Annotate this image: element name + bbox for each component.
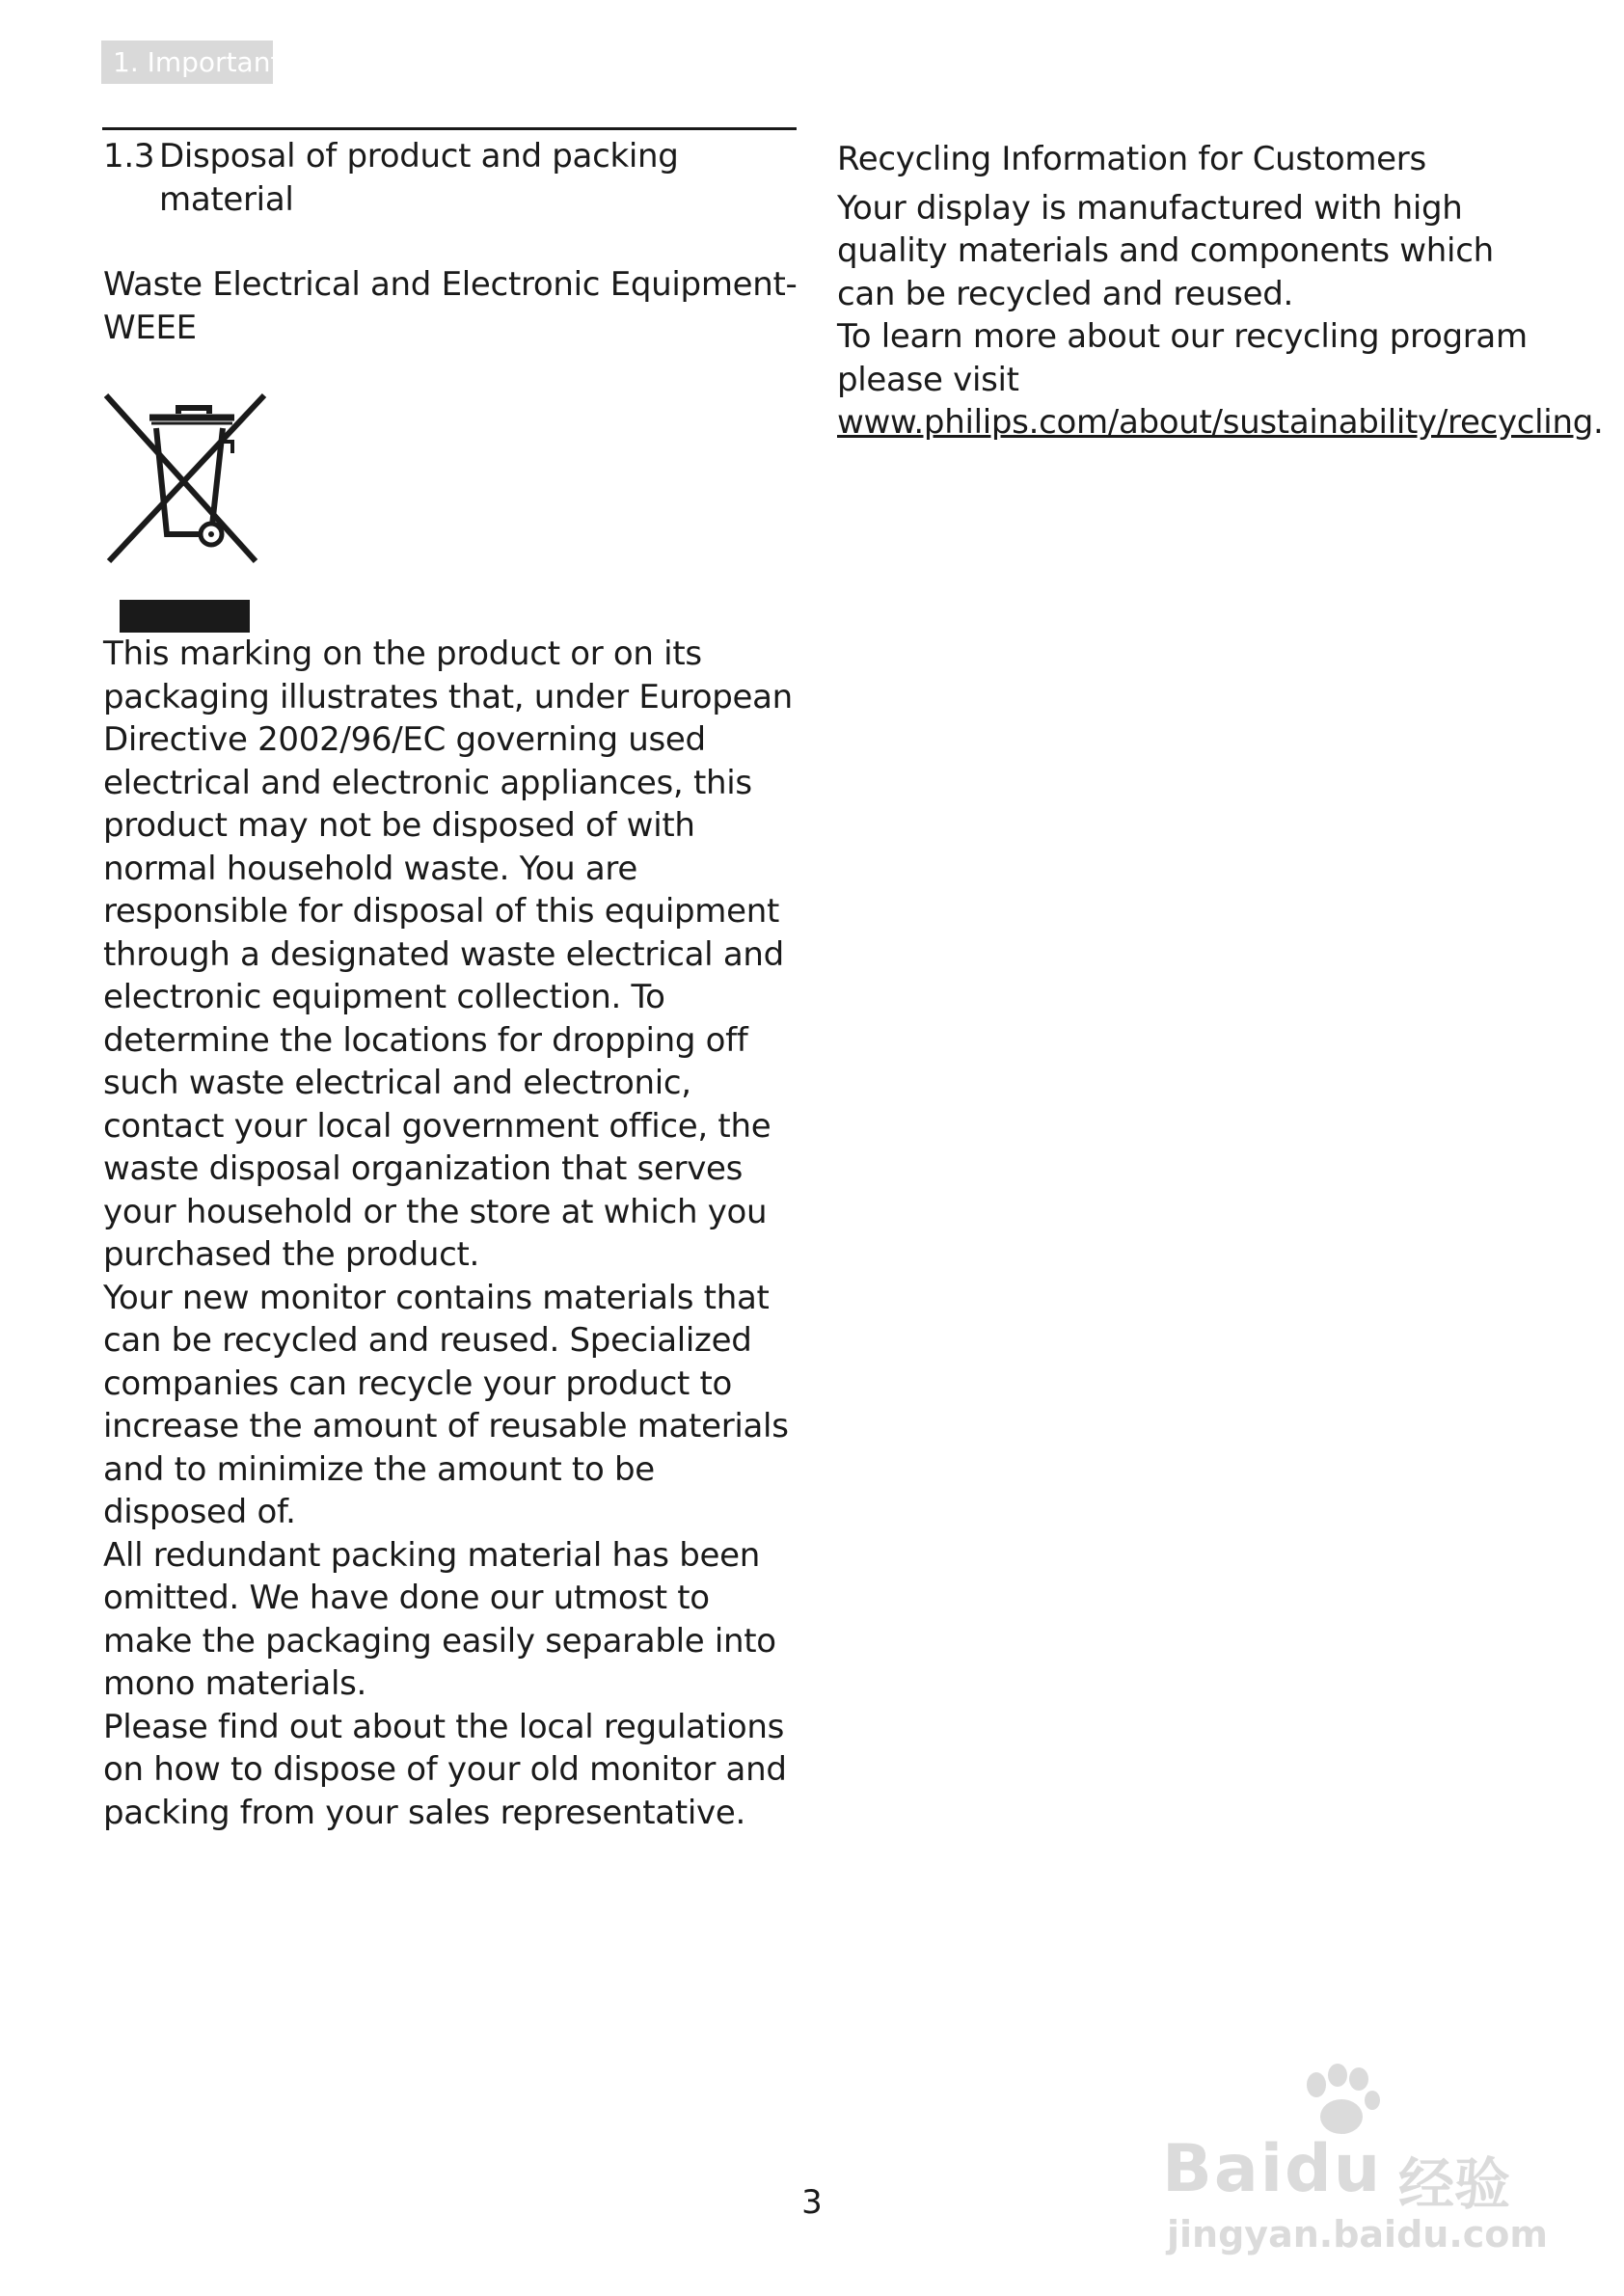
recycling-body-text: Your display is manufactured with high quality materials and components which can be recycled and reused. [837,188,1494,313]
recycling-visit-text: To learn more about our recycling program please visit [837,317,1528,399]
section-heading-text: Disposal of product and packing material [159,137,679,219]
watermark-brand [1162,2131,1382,2207]
watermark-cn: 经验 [1398,2151,1511,2217]
packing-paragraph: All redundant packing material has been omitted. We have done our utmost to make the packaging easily separable into mono materials. [103,1535,776,1703]
weee-bar [120,600,250,633]
section-heading [103,135,801,221]
paw-icon [1297,2064,1384,2141]
recycling-heading: Recycling Information for Customers [837,140,1426,178]
right-column [837,138,1604,445]
recycle-paragraph: Your new monitor contains materials that can be recycled and reused. Specialized companies can recycle your product to increase the amount of reusable materials and to minimize the amount to be disposed of. [103,1278,789,1531]
recycling-body [837,187,1604,445]
recycling-link[interactable]: www.philips.com/about/sustainability/recycling [837,403,1593,442]
left-column [103,135,801,1834]
watermark-brand-bai: Bai [1162,2131,1286,2207]
weee-subheading: Waste Electrical and Electronic Equipment-WEEE [103,265,798,347]
weee-symbol [103,392,267,633]
page-number: 3 [801,2183,823,2222]
watermark-url: jingyan.baidu.com [1167,2213,1548,2255]
crossed-bin-icon [103,392,267,575]
baidu-watermark [1152,2064,1557,2256]
section-rule [102,127,797,130]
regulations-paragraph: Please find out about the local regulations on how to dispose of your old monitor and packing from your sales representative. [103,1707,787,1832]
weee-paragraph: This marking on the product or on its packaging illustrates that, under European Directive 2002/96/EC governing used electrical and electronic appliances, this product may not be disposed of with normal household waste. You are responsible for disposal of this equipment through a designated waste electrical and electronic equipment collection. To determine the locations for dropping off such waste electrical and electronic, contact your local government office, the waste disposal organization that serves your household or the store at which you purchased the product. [103,635,793,1274]
watermark-brand-du: du [1285,2131,1383,2207]
section-tab: 1. Important [101,41,273,84]
section-heading-number: 1.3 [103,137,155,176]
recycling-link-suffix: . [1593,403,1604,442]
